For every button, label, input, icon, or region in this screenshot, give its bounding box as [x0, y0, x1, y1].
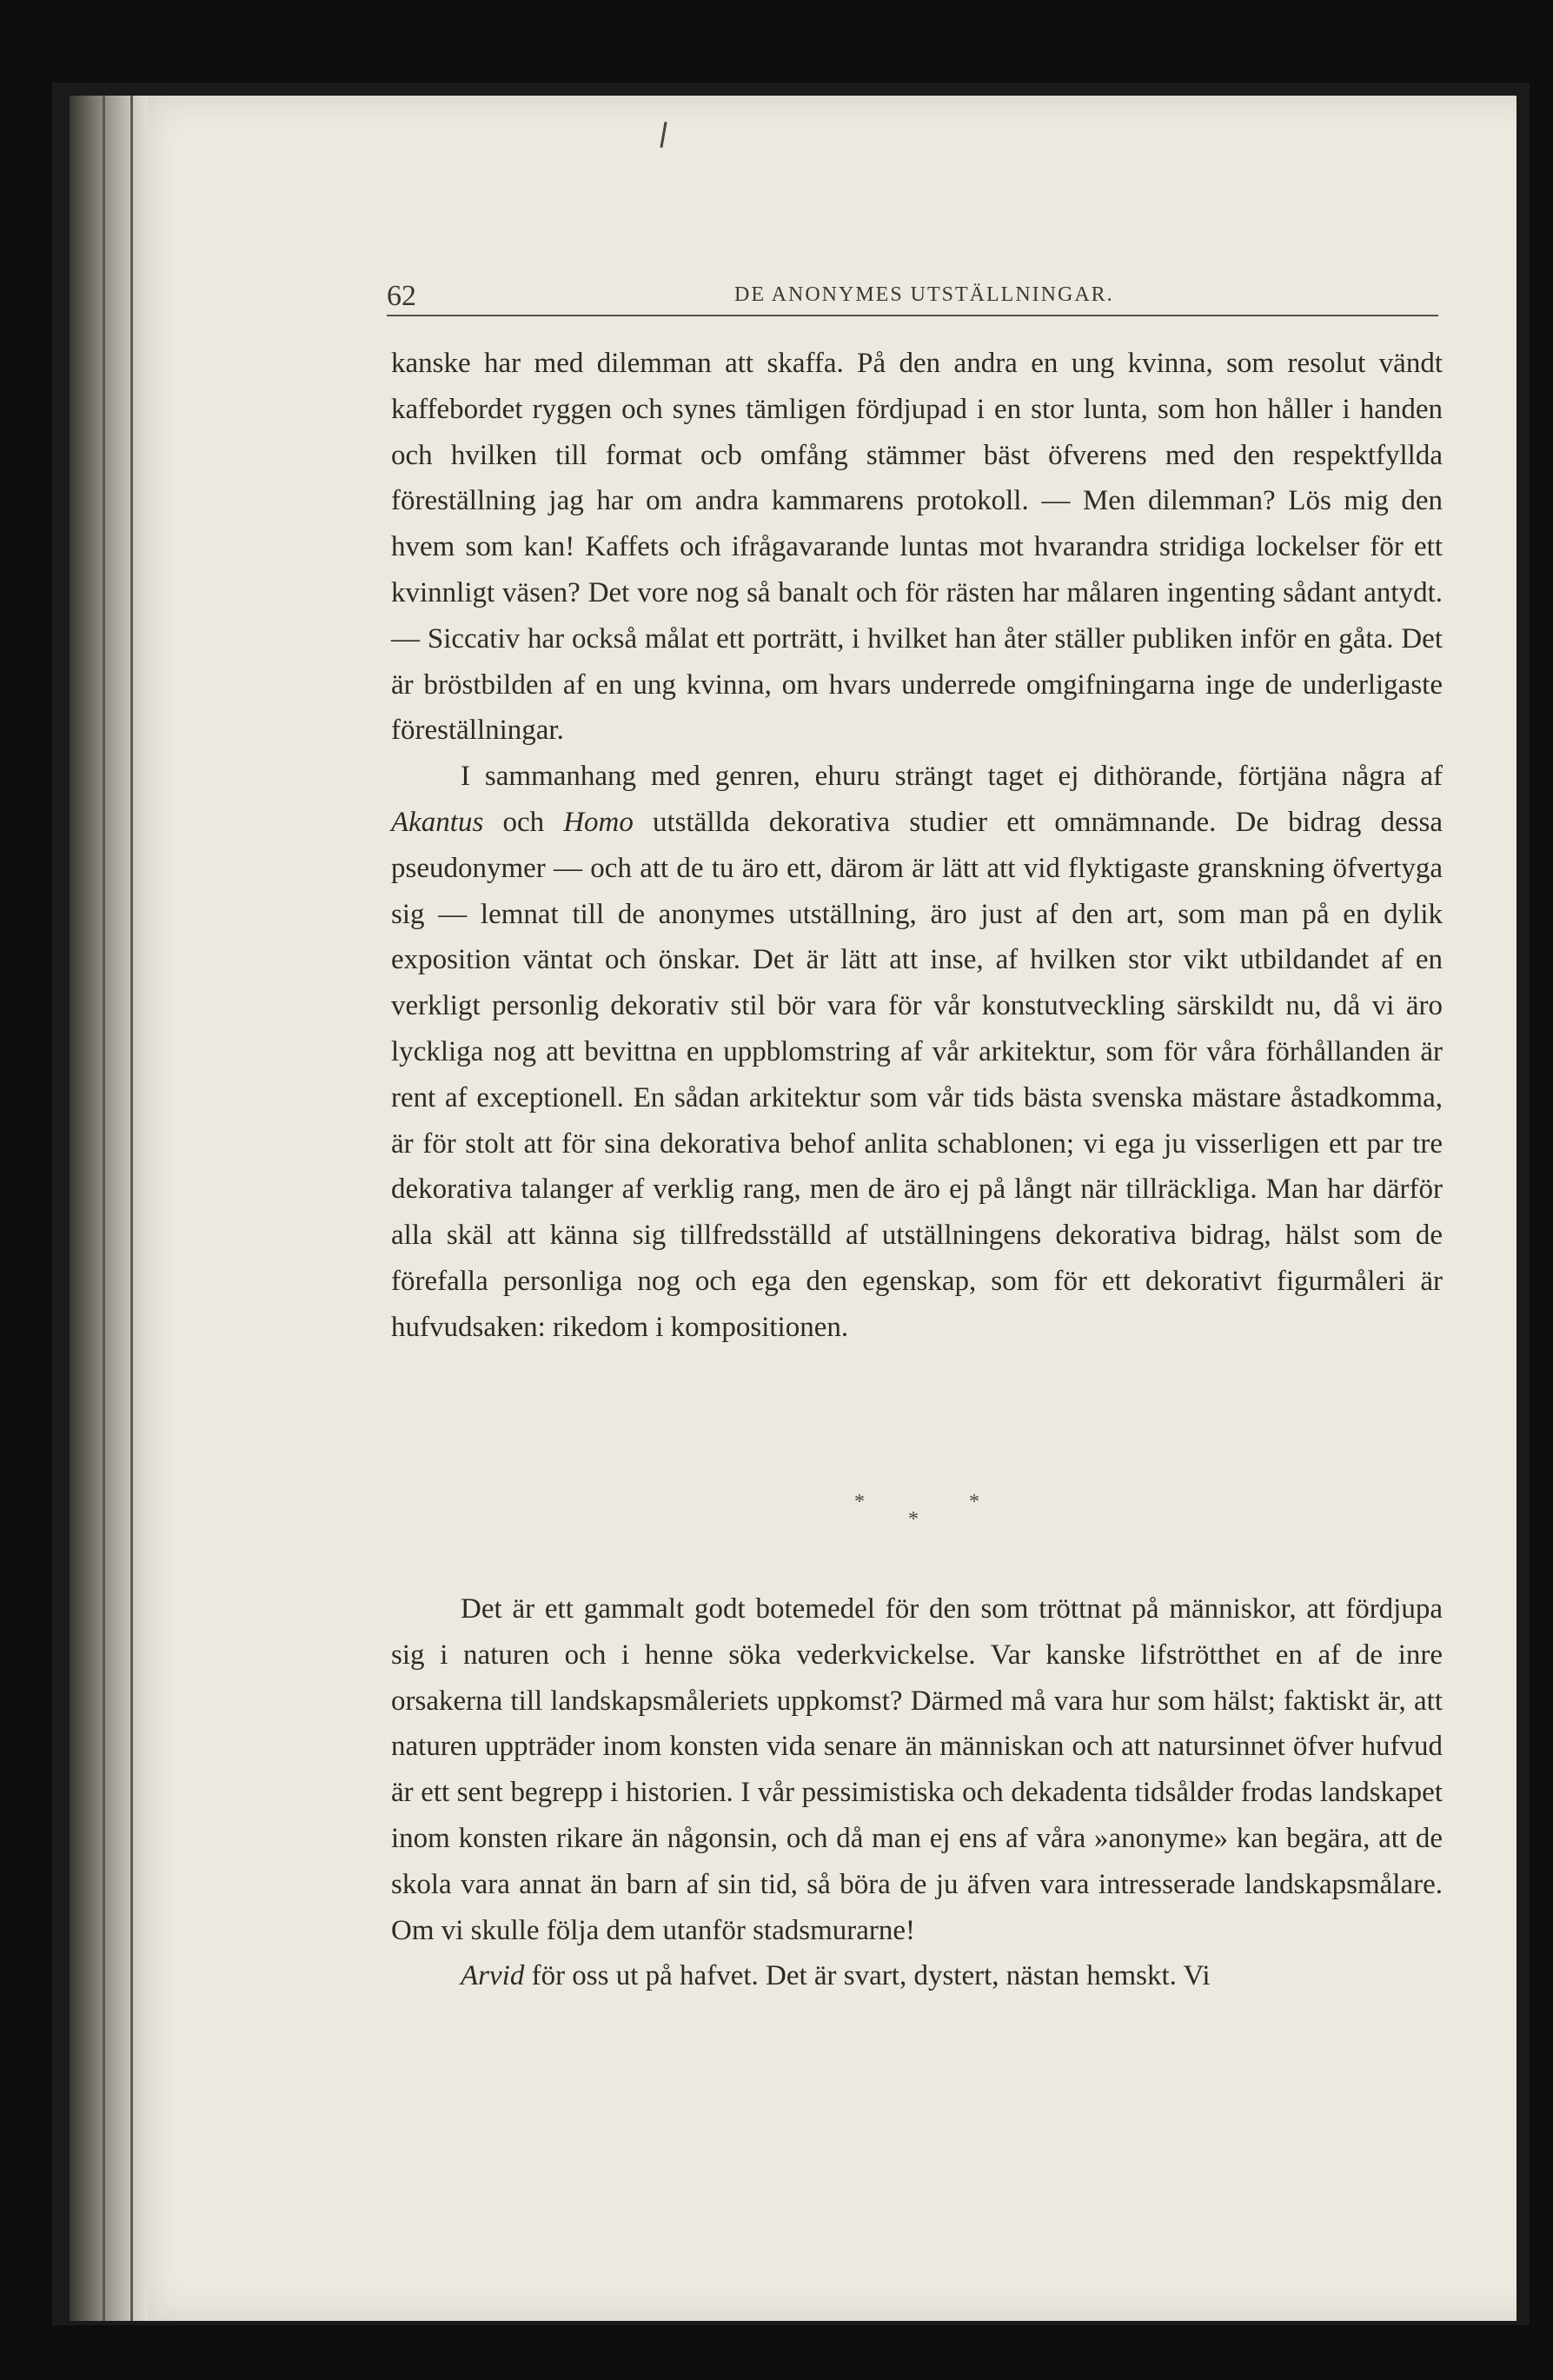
paragraph: [391, 1953, 1443, 1999]
asterisk: *: [908, 1508, 919, 1531]
paragraph: [391, 754, 1443, 1350]
italic-name: Arvid: [461, 1960, 525, 1992]
text-run: utställda dekorativa studier ett omnämnande. De bidrag dessa pseudonymer — och att de tu äro ett, därom är lätt att vid flyktigaste granskning öfvertyga sig — lemnat till de anonymes utställning, äro just af den art, som man på en dylik exposition väntat och önskar. Det är lätt att inse, af hvilken stor vikt utbildandet af en verkligt personlig dekorativ stil bör vara för vår konstutveckling särskildt nu, då vi äro lyckliga nog att bevittna en uppblomstring af vår arkitektur, som för våra förhållanden är rent af exceptionell. En sådan arkitektur som vår tids bästa svenska mästare åstadkomma, är för stolt att för sina dekorativa behof anlita schablonen; vi ega ju visserligen ett par tre dekorativa talanger af verklig rang, men de äro ej på långt när tillräckliga. Man har därför alla skäl att känna sig tillfredsställd af utställningens dekorativa bidrag, hälst som de förefalla personliga nog och ega den egenskap, som för ett dekorativt figurmåleri är hufvudsaken: rikedom i kompositionen.: [391, 806, 1443, 1343]
asterisk: *: [969, 1491, 979, 1513]
italic-name: Akantus: [391, 806, 484, 838]
body-text-section-1: [391, 341, 1443, 1351]
section-divider-asterisks: [847, 1491, 986, 1543]
text-run: för oss ut på hafvet. Det är svart, dystert, nästan hemskt. Vi: [524, 1960, 1211, 1992]
spine-line: [103, 96, 105, 2321]
body-text-section-2: [391, 1586, 1443, 1999]
italic-name: Homo: [563, 806, 634, 838]
text-run: I sammanhang med genren, ehuru strängt taget ej dithörande, förtjäna några af: [461, 761, 1443, 793]
running-head: DE ANONYMES UTSTÄLLNINGAR.: [734, 283, 1114, 306]
page-header: [387, 280, 1443, 315]
page-number: 62: [387, 280, 416, 312]
paragraph: Det är ett gammalt godt botemedel för den som tröttnat på människor, att fördjupa sig i naturen och i henne söka vederkvickelse. Var kanske lifströtthet en af de inre orsakerna till landskapsmåleriets uppkomst? Därmed må vara hur som hälst; faktiskt är, att naturen uppträder inom konsten vida senare än människan och att natursinnet öfver hufvud är ett sent begrepp i historien. I vår pessimistiska och dekadenta tidsålder frodas landskapet inom konsten rikare än någonsin, och då man ej ens af våra »anonyme» kan begära, att de skola vara annat än barn af sin tid, så böra de ju äfven vara intresserade landskapsmålare. Om vi skulle följa dem utanför stadsmurarne!: [391, 1593, 1443, 1946]
paragraph: kanske har med dilemman att skaffa. På den andra en ung kvinna, som resolut vändt kaffebordet ryggen och synes tämligen fördjupad i en stor lunta, som hon håller i handen och hvilken till format ocb omfång stämmer bäst öfverens med den respektfyllda föreställning jag har om andra kammarens protokoll. — Men dilemman? Lös mig den hvem som kan! Kaffets och ifrågavarande luntas mot hvarandra stridiga lockelser för ett kvinnligt väsen? Det vore nog så banalt och för rästen har målaren ingenting sådant antydt. — Siccativ har också målat ett porträtt, i hvilket han åter ställer publiken inför en gåta. Det är bröstbilden af en ung kvinna, om hvars underrede omgifningarna inge de underligaste föreställningar.: [391, 348, 1443, 747]
asterisk: *: [854, 1491, 865, 1513]
header-rule: [387, 315, 1438, 316]
text-run: och: [483, 806, 564, 838]
book-spine: [70, 96, 148, 2321]
spine-line: [130, 96, 133, 2321]
